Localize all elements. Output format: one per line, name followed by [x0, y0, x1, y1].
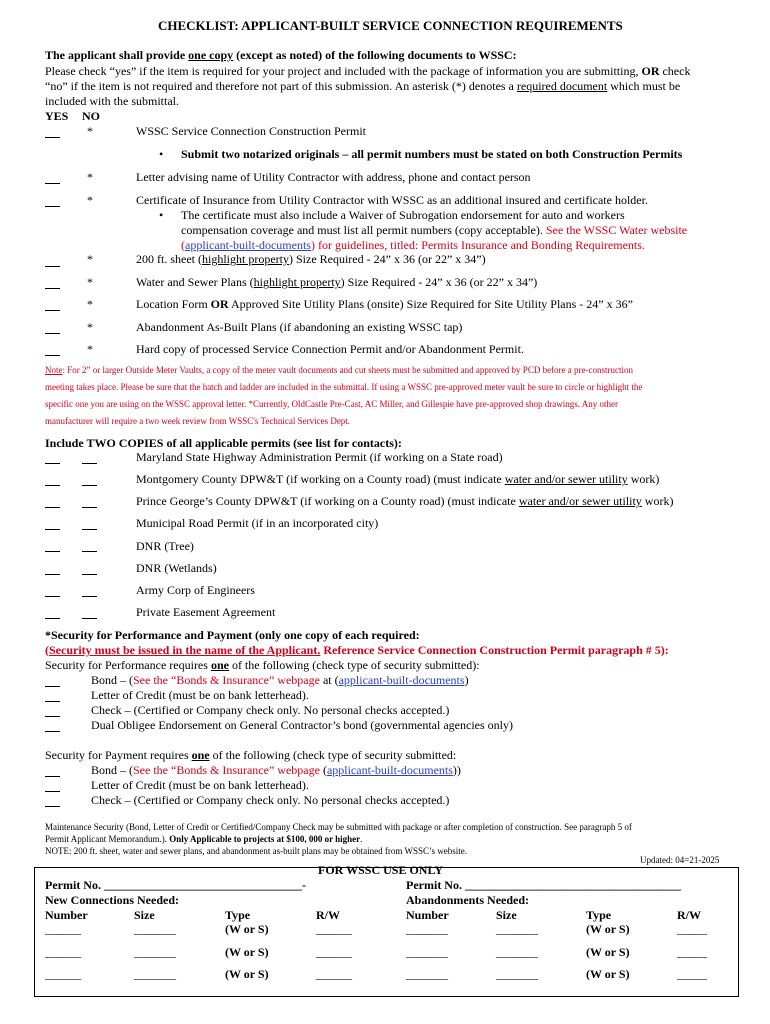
perf-letter-of-credit: Letter of Credit (must be on bank letterhead).	[91, 688, 309, 702]
perf-dual-obligee: Dual Obligee Endorsement on General Contractor’s bond (governmental agencies only)	[91, 718, 513, 732]
left-type-value: (W or S)	[225, 922, 269, 936]
yes-checkbox-p3[interactable]	[45, 507, 60, 508]
item-insurance-sub1: The certificate must also include a Waiver of Subrogation endorsement for auto and workers	[181, 208, 625, 222]
intro-bold-pre: The applicant shall provide	[45, 48, 189, 62]
performance-line	[45, 658, 480, 673]
perf-bond-link[interactable]: applicant-built-documents	[338, 673, 465, 687]
updated-date: Updated: 04=21-2025	[640, 855, 720, 865]
pay-bond-checkbox[interactable]	[45, 776, 60, 777]
security-red-line	[45, 643, 669, 658]
permit-dnr-tree: DNR (Tree)	[136, 539, 194, 553]
permit-municipal: Municipal Road Permit (if in an incorporated city)	[136, 516, 379, 530]
insurance-sub2-text: compensation coverage and must list all permit numbers (copy acceptable).	[181, 223, 546, 237]
montgomery-utility: water and/or sewer utility	[504, 472, 628, 486]
intro-bold-line	[45, 48, 517, 63]
yes-checkbox-p5[interactable]	[45, 551, 60, 552]
bullet-icon: •	[159, 147, 164, 161]
maint-l2-bold: Only Applicable to projects at $100, 000 or higher	[169, 834, 361, 844]
perf-bond-webpage: See the “Bonds & Insurance” webpage	[133, 673, 320, 687]
intro-line-3: included with the submittal.	[45, 94, 179, 108]
pay-check-checkbox[interactable]	[45, 806, 60, 807]
right-rw-field[interactable]: _____	[677, 945, 707, 959]
yes-checkbox-6[interactable]	[45, 310, 60, 311]
left-size-field[interactable]: _______	[134, 922, 176, 936]
col-yes-label: YES	[45, 109, 69, 123]
bullet-icon: •	[159, 208, 164, 222]
no-checkbox-p1[interactable]	[82, 463, 97, 464]
yes-checkbox-4[interactable]	[45, 266, 60, 267]
note-line-3: specific one you are using on the WSSC approval letter. *Currently, OldCastle Pre-Cast, AC Miller, and Gillespie have pre-approved shop drawings. Any other	[45, 399, 619, 409]
no-checkbox-p6[interactable]	[82, 574, 97, 575]
right-type-value: (W or S)	[586, 922, 630, 936]
yes-checkbox-p4[interactable]	[45, 529, 60, 530]
intro-l2-post: which must be	[607, 79, 681, 93]
item-hard-copy: Hard copy of processed Service Connection Permit and/or Abandonment Permit.	[136, 342, 524, 356]
plans-highlight: highlight property	[253, 275, 341, 289]
payment-line	[45, 748, 456, 763]
right-size-field[interactable]: _______	[496, 922, 538, 936]
sheet-post: ) Size Required - 24” x 36 (or 22” x 34”)	[288, 252, 486, 266]
location-post: Approved Site Utility Plans (onsite) Size Required for Site Utility Plans - 24” x 36”	[228, 297, 633, 311]
item-water-sewer-plans	[136, 275, 537, 290]
intro-l2-underlined: required document	[516, 79, 608, 93]
location-or: OR	[210, 297, 229, 311]
right-type-value: (W or S)	[586, 945, 630, 959]
right-rw-field[interactable]: _____	[677, 922, 707, 936]
left-type-value: (W or S)	[225, 967, 269, 981]
right-number-field[interactable]: _______	[406, 967, 448, 981]
pay-bond	[91, 763, 461, 778]
left-number-field[interactable]: ______	[45, 945, 81, 959]
permit-private-easement: Private Easement Agreement	[136, 605, 276, 619]
montgomery-pre: Montgomery County DPW&T (if working on a County road) (must indicate	[136, 472, 505, 486]
pay-check: Check – (Certified or Company check only. No personal checks accepted.)	[91, 793, 450, 807]
right-number-field[interactable]: _______	[406, 922, 448, 936]
insurance-paren-open: (	[181, 238, 185, 252]
pay-bond-paren: (	[319, 763, 327, 777]
pay-bond-webpage: See the “Bonds & Insurance” webpage	[133, 763, 320, 777]
intro-bold-underlined: one copy	[188, 48, 234, 62]
permit-dnr-wetlands: DNR (Wetlands)	[136, 561, 217, 575]
permits-heading: Include TWO COPIES of all applicable permits (see list for contacts):	[45, 436, 402, 450]
insurance-website-ref: See the WSSC Water website	[545, 223, 688, 237]
perf-loc-checkbox[interactable]	[45, 701, 60, 702]
pg-utility: water and/or sewer utility	[518, 494, 642, 508]
wssc-box-title: FOR WSSC USE ONLY	[318, 863, 444, 877]
no-checkbox-p3[interactable]	[82, 507, 97, 508]
right-size-field[interactable]: _______	[496, 967, 538, 981]
perf-bond-close: )	[464, 673, 469, 687]
asterisk-2: *	[87, 170, 93, 184]
pay-bond-pre: Bond – (	[91, 763, 133, 777]
note-line-4: manufacturer will require a two week review from WSSC's Technical Services Dept.	[45, 416, 351, 426]
pay-post: of the following (check type of security submitted:	[209, 748, 457, 762]
perf-check-checkbox[interactable]	[45, 716, 60, 717]
intro-line-1	[45, 64, 690, 79]
note-label: Note	[45, 365, 63, 375]
permit-army-corp: Army Corp of Engineers	[136, 583, 255, 597]
pay-bond-link[interactable]: applicant-built-documents	[326, 763, 453, 777]
intro-l2-pre: “no” if the item is not required and therefore not part of this submission. An asterisk (*) denotes a	[45, 79, 517, 93]
perf-bond-at: at (	[319, 673, 339, 687]
left-size-header: Size	[134, 908, 155, 922]
note-l1-text: : For 2” or larger Outside Meter Vaults, a copy of the meter vault documents and cut sheets must be submitted and approved by PCD before a pre-construction	[62, 365, 634, 375]
intro-bold-post: (except as noted) of the following documents to WSSC:	[233, 48, 517, 62]
no-checkbox-p8[interactable]	[82, 618, 97, 619]
maintenance-note: NOTE: 200 ft. sheet, water and sewer plans, and abandonment as-built plans may be obtained from WSSC’s website.	[45, 846, 467, 856]
right-size-header: Size	[496, 908, 517, 922]
maintenance-line-1: Maintenance Security (Bond, Letter of Credit or Certified/Company Check may be submitted with package or after completion of construction. See paragraph 5 of	[45, 822, 632, 832]
security-red-paren: (	[45, 643, 49, 657]
item-permit: WSSC Service Connection Construction Permit	[136, 124, 366, 138]
security-heading: *Security for Performance and Payment (only one copy of each required:	[45, 628, 420, 642]
abandonments-label: Abandonments Needed:	[406, 893, 530, 907]
item-abandonment-plans: Abandonment As-Built Plans (if abandoning an existing WSSC tap)	[136, 320, 463, 334]
sheet-highlight: highlight property	[201, 252, 289, 266]
montgomery-post: work)	[627, 472, 660, 486]
left-rw-field[interactable]: ______	[316, 945, 352, 959]
maintenance-line-2	[45, 834, 362, 844]
maint-l2-pre: Permit Applicant Memorandum.).	[45, 834, 170, 844]
perf-check: Check – (Certified or Company check only. No personal checks accepted.)	[91, 703, 450, 717]
item-insurance-sub2	[181, 223, 687, 238]
yes-checkbox-p8[interactable]	[45, 618, 60, 619]
left-rw-header: R/W	[316, 908, 340, 922]
applicant-built-documents-link[interactable]: applicant-built-documents	[185, 238, 311, 252]
left-rw-field[interactable]: ______	[316, 967, 352, 981]
pg-pre: Prince George’s County DPW&T (if working on a County road) (must indicate	[136, 494, 519, 508]
yes-checkbox-5[interactable]	[45, 288, 60, 289]
yes-checkbox-p1[interactable]	[45, 463, 60, 464]
permit-no-right: Permit No. ____________________________________	[406, 878, 681, 892]
new-connections-label: New Connections Needed:	[45, 893, 179, 907]
yes-checkbox-p6[interactable]	[45, 574, 60, 575]
left-size-field[interactable]: _______	[134, 945, 176, 959]
no-checkbox-p5[interactable]	[82, 551, 97, 552]
asterisk-1: *	[87, 124, 93, 138]
asterisk-4: *	[87, 252, 93, 266]
security-red-post: Reference Service Connection Construction Permit paragraph # 5):	[320, 643, 669, 657]
note-line-1	[45, 365, 633, 375]
intro-l1-post: check	[659, 64, 691, 78]
item-insurance-sub3	[181, 238, 645, 253]
left-rw-field[interactable]: ______	[316, 922, 352, 936]
asterisk-7: *	[87, 320, 93, 334]
perf-pre: Security for Performance requires	[45, 658, 211, 672]
yes-checkbox-1[interactable]	[45, 137, 60, 138]
pay-one: one	[191, 748, 210, 762]
yes-checkbox-7[interactable]	[45, 333, 60, 334]
pay-letter-of-credit: Letter of Credit (must be on bank letterhead).	[91, 778, 309, 792]
left-type-header: Type	[225, 908, 251, 922]
item-200ft-sheet	[136, 252, 486, 267]
left-number-field[interactable]: ______	[45, 922, 81, 936]
perf-one: one	[210, 658, 229, 672]
sheet-pre: 200 ft. sheet (	[136, 252, 202, 266]
pay-pre: Security for Payment requires	[45, 748, 192, 762]
asterisk-8: *	[87, 342, 93, 356]
yes-checkbox-8[interactable]	[45, 355, 60, 356]
right-rw-field[interactable]: _____	[677, 967, 707, 981]
no-checkbox-p4[interactable]	[82, 529, 97, 530]
permit-shа: Maryland State Highway Administration Permit (if working on a State road)	[136, 450, 503, 464]
left-number-header: Number	[45, 908, 88, 922]
left-type-value: (W or S)	[225, 945, 269, 959]
right-number-header: Number	[406, 908, 449, 922]
item-insurance: Certificate of Insurance from Utility Contractor with WSSC as an additional insured and certificate holder.	[136, 193, 648, 207]
yes-checkbox-3[interactable]	[45, 206, 60, 207]
location-pre: Location Form	[136, 297, 211, 311]
no-checkbox-p7[interactable]	[82, 596, 97, 597]
pg-post: work)	[641, 494, 674, 508]
plans-pre: Water and Sewer Plans (	[136, 275, 254, 289]
intro-l1-pre: Please check “yes” if the item is required for your project and included with the package of information you are submitting,	[45, 64, 642, 78]
security-red-underlined: Security must be issued in the name of the Applicant.	[49, 643, 321, 657]
asterisk-6: *	[87, 297, 93, 311]
perf-bond-pre: Bond – (	[91, 673, 133, 687]
right-number-field[interactable]: _______	[406, 945, 448, 959]
permit-no-left: Permit No. _________________________________-	[45, 878, 306, 892]
maint-l2-post: .	[360, 834, 363, 844]
intro-line-2	[45, 79, 680, 94]
pay-loc-checkbox[interactable]	[45, 791, 60, 792]
right-type-value: (W or S)	[586, 967, 630, 981]
asterisk-5: *	[87, 275, 93, 289]
intro-l1-or: OR	[641, 64, 660, 78]
permit-prince-georges	[136, 494, 673, 509]
no-checkbox-p2[interactable]	[82, 485, 97, 486]
asterisk-3: *	[87, 193, 93, 207]
yes-checkbox-p7[interactable]	[45, 596, 60, 597]
right-size-field[interactable]: _______	[496, 945, 538, 959]
perf-dual-checkbox[interactable]	[45, 731, 60, 732]
right-type-header: Type	[586, 908, 612, 922]
insurance-guidelines-text: ) for guidelines, titled: Permits Insurance and Bonding Requirements.	[310, 238, 645, 252]
right-rw-header: R/W	[677, 908, 701, 922]
item-location-form	[136, 297, 633, 312]
note-line-2: meeting takes place. Please be sure that the hatch and ladder are included in the submittal. If using a WSSC pre-approved meter vault be sure to circle or highlight the	[45, 382, 643, 392]
item-permit-sub: Submit two notarized originals – all permit numbers must be stated on both Construction Permits	[181, 147, 683, 161]
permit-montgomery	[136, 472, 659, 487]
perf-bond-checkbox[interactable]	[45, 686, 60, 687]
perf-bond	[91, 673, 469, 688]
left-size-field[interactable]: _______	[134, 967, 176, 981]
yes-checkbox-2[interactable]	[45, 183, 60, 184]
col-no-label: NO	[82, 109, 100, 123]
yes-checkbox-p2[interactable]	[45, 485, 60, 486]
perf-post: of the following (check type of security submitted):	[228, 658, 480, 672]
left-number-field[interactable]: ______	[45, 967, 81, 981]
item-contractor-letter: Letter advising name of Utility Contractor with address, phone and contact person	[136, 170, 531, 184]
pay-bond-close: ))	[452, 763, 461, 777]
plans-post: ) Size Required - 24” x 36 (or 22” x 34”)	[340, 275, 538, 289]
page-title: CHECKLIST: APPLICANT-BUILT SERVICE CONNECTION REQUIREMENTS	[158, 18, 623, 33]
